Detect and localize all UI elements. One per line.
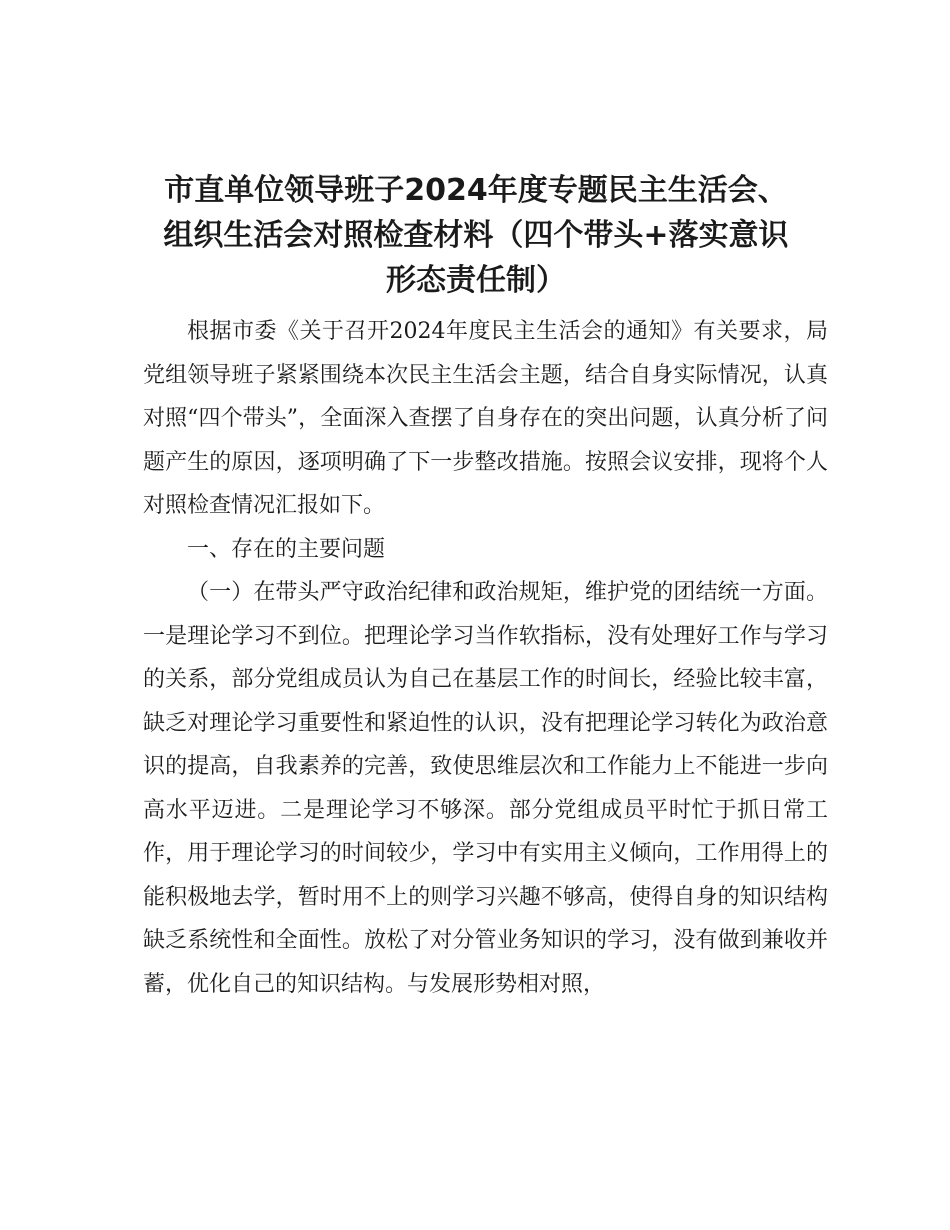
title-line-1: 市直单位领导班子2024年度专题民主生活会、 [164,173,788,208]
intro-paragraph: 根据市委《关于召开2024年度民主生活会的通知》有关要求，局党组领导班子紧紧围绕本次民主生活会主题，结合自身实际情况，认真对照“四个带头”，全面深入查摆了自身存在的突出问题，认真分析了问题产生的原因，逐项明确了下一步整改措施。按照会议安排，现将个人对照检查情况汇报如下。 [143,319,828,518]
title-line-2: 组织生活会对照检查材料（四个带头+落实意识 [163,218,789,253]
section-1-paragraph-1: （一）在带头严守政治纪律和政治规矩，维护党的团结统一方面。一是理论学习不到位。把理论学习当作软指标，没有处理好工作与学习的关系，部分党组成员认为自己在基层工作的时间长，经验比较丰富，缺乏对理论学习重要性和紧迫性的认识，没有把理论学习转化为政治意识的提高，自我素养的完善，致使思维层次和工作能力上不能进一步向高水平迈进。二是理论学习不够深。部分党组成员平时忙于抓日常工作，用于理论学习的时间较少，学习中有实用主义倾向，工作用得上的能积极地去学，暂时用不上的则学习兴趣不够高，使得自身的知识结构缺乏系统性和全面性。放松了对分管业务知识的学习，没有做到兼收并蓄，优化自己的知识结构。与发展形势相对照， [143,580,828,997]
title-line-3: 形态责任制） [386,263,566,298]
document-body [143,310,828,1006]
section-heading-1: 一、存在的主要问题 [187,536,386,562]
document-title [140,168,812,303]
